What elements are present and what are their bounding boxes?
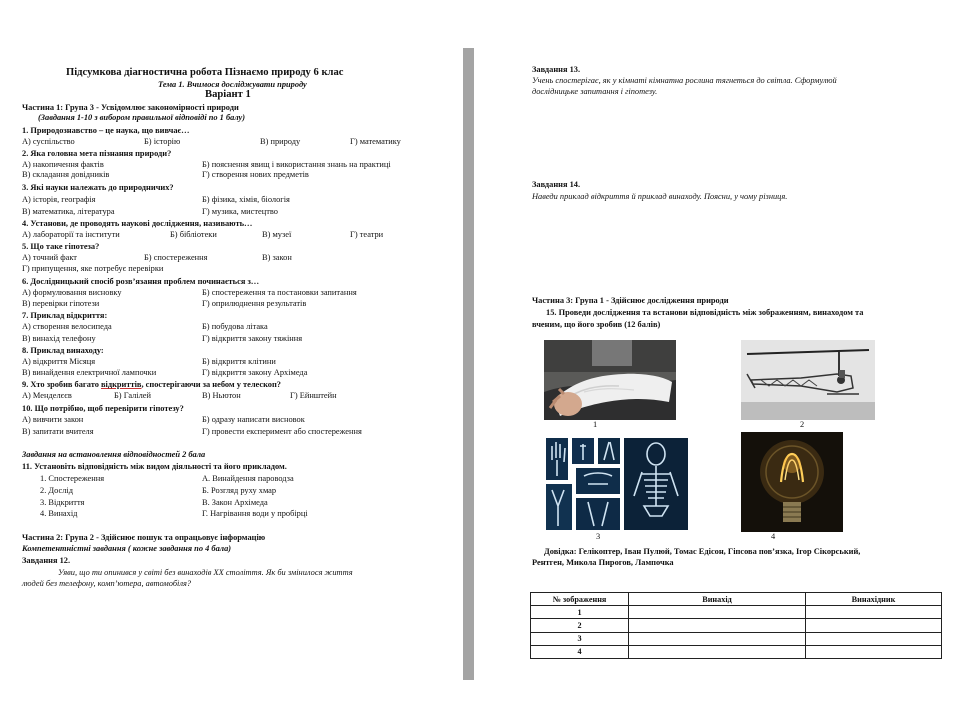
q5-option-a: А) точний факт bbox=[22, 253, 77, 262]
question-15-line-1: 15. Проведи дослідження та встанови відповідність між зображенням, винаходом та bbox=[546, 308, 864, 317]
table-cell-invention bbox=[629, 645, 806, 658]
image-xray bbox=[544, 436, 690, 532]
q6-option-d: Г) оприлюднення результатів bbox=[202, 299, 307, 308]
q10-option-d: Г) провести експеримент або спостереження bbox=[202, 427, 362, 436]
q1-option-b: Б) історію bbox=[144, 137, 181, 146]
table-cell-invention bbox=[629, 606, 806, 619]
question-9-underlined-word: відкриттів bbox=[100, 380, 142, 389]
task-13-line-2: дослідницьке запитання і гіпотезу. bbox=[532, 87, 658, 96]
question-5: 5. Що таке гіпотеза? bbox=[22, 242, 100, 251]
q6-option-a: А) формулювання висновку bbox=[22, 288, 122, 297]
table-header-invention: Винахід bbox=[629, 593, 806, 606]
part2-heading: Частина 2: Група 2 - Здійснює пошук та опрацьовує інформацію bbox=[22, 533, 266, 542]
q5-option-c: В) закон bbox=[262, 253, 292, 262]
left-page bbox=[0, 0, 462, 720]
part3-heading: Частина 3: Група 1 - Здійснює дослідження природи bbox=[532, 296, 729, 305]
q6-option-c: В) перевірки гіпотези bbox=[22, 299, 100, 308]
question-4: 4. Установи, де проводять наукові дослідження, називають… bbox=[22, 219, 253, 228]
question-15-line-2: вченим, що його зробив (12 балів) bbox=[532, 320, 661, 329]
q5-option-b: Б) спостереження bbox=[144, 253, 208, 262]
q8-option-a: А) відкриття Місяця bbox=[22, 357, 96, 366]
q9-option-a: А) Менделєєв bbox=[22, 391, 72, 400]
q11-left-1: 1. Спостереження bbox=[40, 474, 105, 483]
topic: Тема 1. Вчимося досліджувати природу bbox=[158, 80, 307, 89]
image-1-label: 1 bbox=[593, 420, 598, 429]
question-10: 10. Що потрібно, щоб перевірити гіпотезу? bbox=[22, 404, 184, 413]
q10-option-c: В) запитати вчителя bbox=[22, 427, 94, 436]
question-2: 2. Яка головна мета пізнання природи? bbox=[22, 149, 172, 158]
q4-option-a: А) лабораторії та інститути bbox=[22, 230, 120, 239]
part1-heading: Частина 1: Група 3 - Усвідомлює закономірності природи bbox=[22, 103, 239, 112]
task-12-line-2: людей без телефону, комп’ютера, автомобіля? bbox=[22, 579, 192, 588]
question-6: 6. Дослідницький спосіб розв’язання проблем починається з… bbox=[22, 277, 260, 286]
q11-left-3: 3. Відкриття bbox=[40, 498, 85, 507]
table-cell-invention bbox=[629, 619, 806, 632]
q2-option-b: Б) пояснення явищ і використання знань на практиці bbox=[202, 160, 391, 169]
table-cell-number: 3 bbox=[531, 632, 629, 645]
image-helicopter bbox=[741, 340, 875, 420]
q3-option-a: А) історія, географія bbox=[22, 195, 96, 204]
table-header-image-number: № зображення bbox=[531, 593, 629, 606]
q4-option-c: В) музеї bbox=[262, 230, 292, 239]
q3-option-b: Б) фізика, хімія, біологія bbox=[202, 195, 290, 204]
table-row bbox=[531, 632, 942, 645]
part1-note: (Завдання 1-10 з вибором правильної відповіді по 1 балу) bbox=[38, 113, 246, 122]
q8-option-d: Г) відкриття закону Архімеда bbox=[202, 368, 308, 377]
task-12-line-1: Уяви, що ти опинився у світі без винаходів ХХ століття. Як би змінилося життя bbox=[58, 568, 353, 577]
question-9-end: , спостерігаючи за небом у телескоп? bbox=[141, 380, 281, 389]
q1-option-d: Г) математику bbox=[350, 137, 401, 146]
q2-option-c: В) складання довідників bbox=[22, 170, 110, 179]
q7-option-c: В) винахід телефону bbox=[22, 334, 96, 343]
q9-option-d: Г) Ейнштейн bbox=[290, 391, 337, 400]
question-3: 3. Які науки належать до природничих? bbox=[22, 183, 174, 192]
image-light-bulb bbox=[741, 432, 843, 532]
q11-right-b: Б. Розгляд руху хмар bbox=[202, 486, 277, 495]
table-cell-inventor bbox=[806, 632, 942, 645]
image-4-label: 4 bbox=[771, 532, 776, 541]
q4-option-b: Б) бібліотеки bbox=[170, 230, 217, 239]
q11-left-4: 4. Винахід bbox=[40, 509, 78, 518]
question-11: 11. Установіть відповідність між видом діяльності та його прикладом. bbox=[22, 462, 287, 471]
image-2-label: 2 bbox=[800, 420, 805, 429]
table-cell-inventor bbox=[806, 619, 942, 632]
q9-option-c: В) Ньютон bbox=[202, 391, 241, 400]
question-7: 7. Приклад відкриття: bbox=[22, 311, 108, 320]
q1-option-c: В) природу bbox=[260, 137, 301, 146]
variant-label: Варіант 1 bbox=[205, 89, 251, 100]
q11-right-d: Г. Нагрівання води у пробірці bbox=[202, 509, 308, 518]
hint-line-1: Довідка: Гелікоптер, Іван Пулюй, Томас Едісон, Гіпсова пов’язка, Ігор Сікорський, bbox=[544, 547, 861, 556]
table-cell-number: 2 bbox=[531, 619, 629, 632]
task-13-title: Завдання 13. bbox=[532, 65, 581, 74]
hint-line-2: Рентген, Микола Пирогов, Лампочка bbox=[532, 558, 674, 567]
question-8: 8. Приклад винаходу: bbox=[22, 346, 104, 355]
table-row bbox=[531, 645, 942, 658]
task-13-line-1: Учень спостерігає, як у кімнаті кімнатна рослина тягнеться до світла. Сформулюй bbox=[532, 76, 837, 85]
q8-option-b: Б) відкриття клітини bbox=[202, 357, 276, 366]
image-3-label: 3 bbox=[596, 532, 601, 541]
q2-option-a: А) накопичення фактів bbox=[22, 160, 104, 169]
answer-table bbox=[530, 592, 942, 659]
part2-note: Компетентністні завдання ( кожне завдання по 4 бала) bbox=[22, 544, 232, 553]
table-cell-invention bbox=[629, 632, 806, 645]
q5-option-d: Г) припущення, яке потребує перевірки bbox=[22, 264, 164, 273]
q10-option-b: Б) одразу написати висновок bbox=[202, 415, 305, 424]
table-cell-number: 1 bbox=[531, 606, 629, 619]
q1-option-a: А) суспільство bbox=[22, 137, 75, 146]
table-cell-inventor bbox=[806, 645, 942, 658]
q11-left-2: 2. Дослід bbox=[40, 486, 73, 495]
q7-option-b: Б) побудова літака bbox=[202, 322, 268, 331]
table-row bbox=[531, 606, 942, 619]
matching-note: Завдання на встановлення відповідностей 2 бала bbox=[22, 450, 206, 459]
q11-right-c: В. Закон Архімеда bbox=[202, 498, 268, 507]
q11-right-a: А. Винайдення пароводза bbox=[202, 474, 294, 483]
q7-option-d: Г) відкриття закону тяжіння bbox=[202, 334, 303, 343]
q3-option-c: В) математика, література bbox=[22, 207, 115, 216]
table-cell-number: 4 bbox=[531, 645, 629, 658]
task-14-title: Завдання 14. bbox=[532, 180, 581, 189]
q7-option-a: А) створення велосипеда bbox=[22, 322, 112, 331]
table-header-row bbox=[531, 593, 942, 606]
document-title: Підсумкова діагностична робота Пізнаємо природу 6 клас bbox=[66, 67, 344, 78]
q4-option-d: Г) театри bbox=[350, 230, 384, 239]
task-12-title: Завдання 12. bbox=[22, 556, 71, 565]
q9-option-b: Б) Галілей bbox=[114, 391, 152, 400]
q10-option-a: А) вивчити закон bbox=[22, 415, 84, 424]
table-cell-inventor bbox=[806, 606, 942, 619]
question-9 bbox=[22, 380, 281, 390]
image-plaster-cast bbox=[544, 340, 676, 420]
q6-option-b: Б) спостереження та постановки запитання bbox=[202, 288, 357, 297]
table-header-inventor: Винахідник bbox=[806, 593, 942, 606]
task-14-line-1: Наведи приклад відкриття й приклад винаходу. Поясни, у чому різниця. bbox=[532, 192, 788, 201]
table-row bbox=[531, 619, 942, 632]
page-divider bbox=[463, 48, 474, 680]
q8-option-c: В) винайдення електричної лампочки bbox=[22, 368, 157, 377]
question-9-start: 9. Хто зробив багато bbox=[22, 380, 101, 389]
q3-option-d: Г) музика, мистецтво bbox=[202, 207, 278, 216]
q2-option-d: Г) створення нових предметів bbox=[202, 170, 309, 179]
question-1: 1. Природознавство – це наука, що вивчає… bbox=[22, 126, 190, 135]
